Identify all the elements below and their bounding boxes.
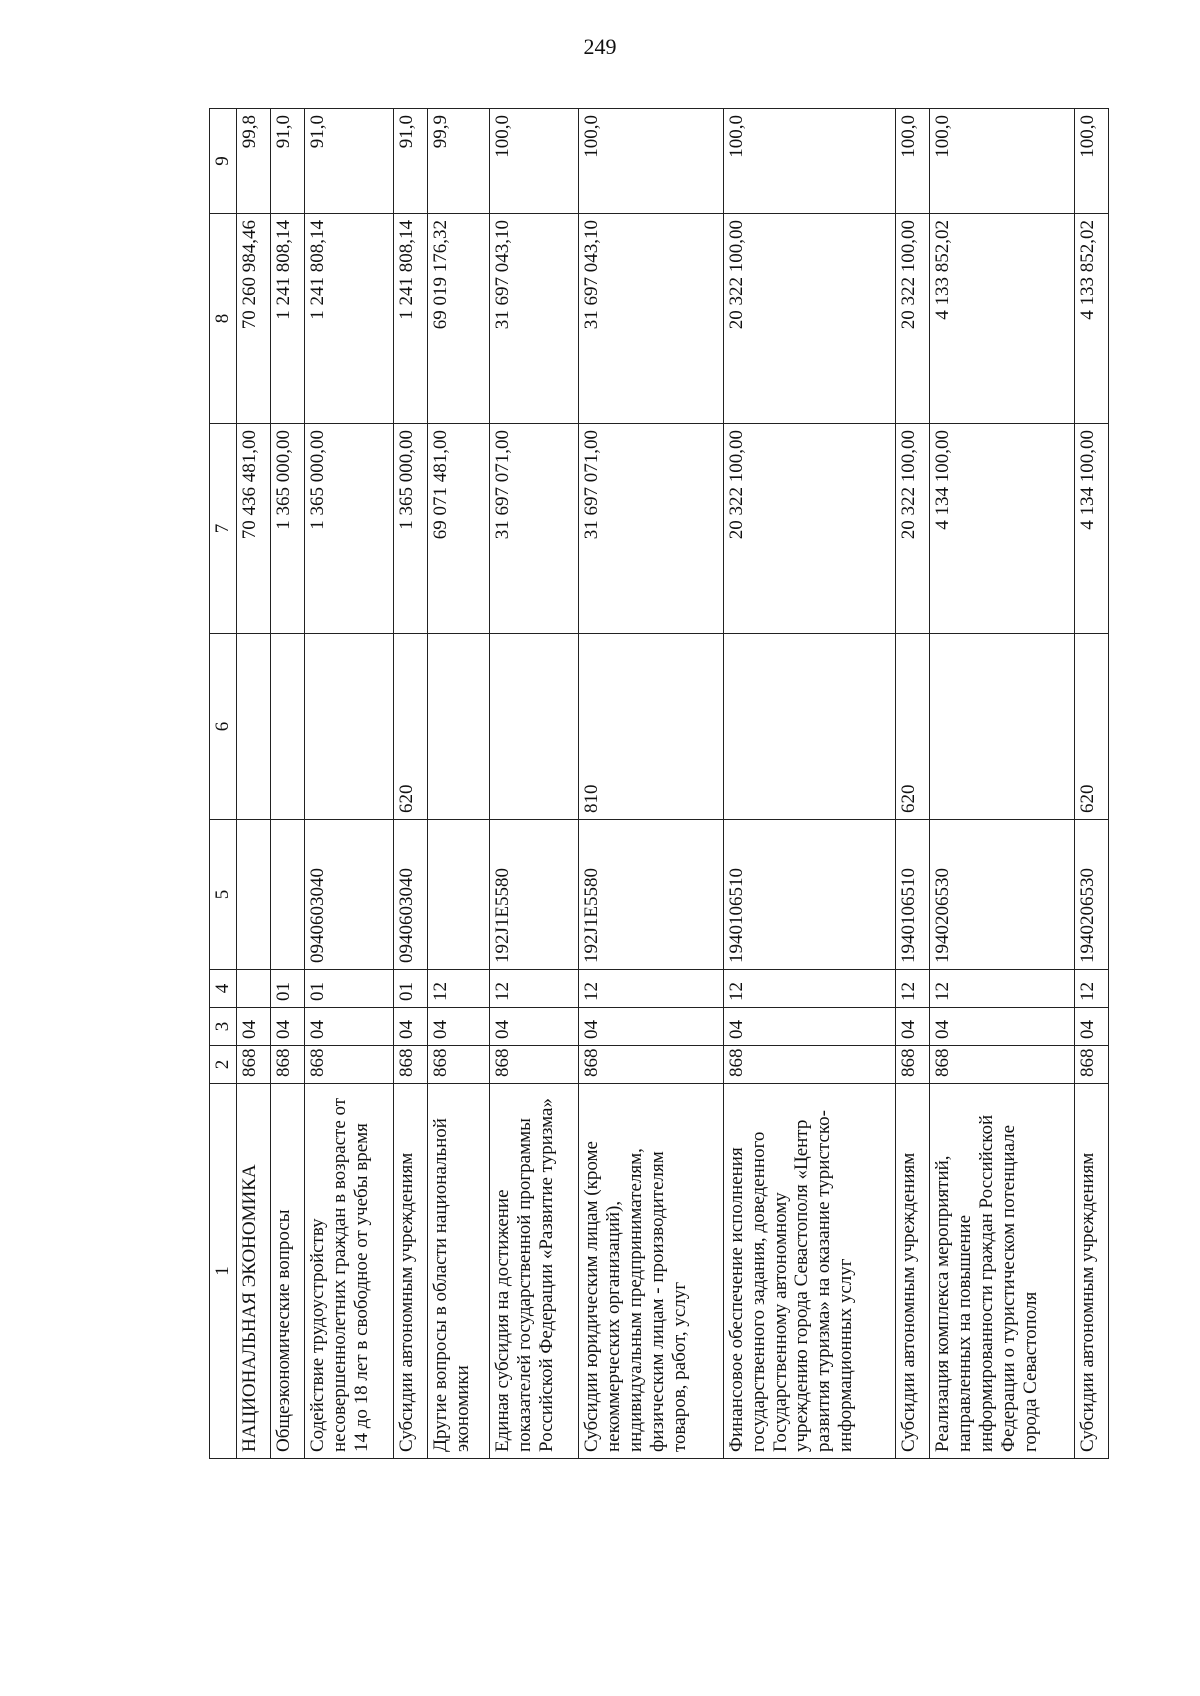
cell-name: Субсидии автономным учреждениям (1074, 1084, 1108, 1459)
cell-col7: 31 697 071,00 (489, 424, 578, 634)
column-header: 8 (210, 214, 237, 424)
column-header: 9 (210, 109, 237, 214)
cell-col6: 620 (896, 634, 930, 820)
cell-col5 (270, 820, 304, 970)
cell-col5: 1940106510 (896, 820, 930, 970)
cell-col9: 100,0 (723, 109, 895, 214)
table-row (304, 109, 393, 1459)
cell-col3: 04 (237, 1008, 271, 1046)
cell-col7: 69 071 481,00 (428, 424, 490, 634)
cell-col6 (237, 634, 271, 820)
budget-table (209, 108, 1109, 1459)
cell-col8: 69 019 176,32 (428, 214, 490, 424)
cell-col6 (270, 634, 304, 820)
cell-col3: 04 (579, 1008, 724, 1046)
cell-col8: 4 133 852,02 (930, 214, 1075, 424)
cell-col8: 1 241 808,14 (304, 214, 393, 424)
cell-col5: 192J1E5580 (579, 820, 724, 970)
cell-col2: 868 (489, 1046, 578, 1084)
cell-col7: 1 365 000,00 (304, 424, 393, 634)
cell-col2: 868 (304, 1046, 393, 1084)
cell-col5: 1940206530 (930, 820, 1075, 970)
cell-col5 (428, 820, 490, 970)
cell-col7: 4 134 100,00 (1074, 424, 1108, 634)
cell-col4: 12 (428, 970, 490, 1008)
cell-col8: 31 697 043,10 (579, 214, 724, 424)
cell-col9: 100,0 (579, 109, 724, 214)
cell-col6 (930, 634, 1075, 820)
column-header: 4 (210, 970, 237, 1008)
cell-col5: 1940106510 (723, 820, 895, 970)
table-row (394, 109, 428, 1459)
cell-col3: 04 (930, 1008, 1075, 1046)
column-header: 5 (210, 820, 237, 970)
table-row (428, 109, 490, 1459)
table-row (270, 109, 304, 1459)
cell-col2: 868 (237, 1046, 271, 1084)
table-row (930, 109, 1075, 1459)
cell-col6: 810 (579, 634, 724, 820)
column-header: 6 (210, 634, 237, 820)
cell-name: Реализация комплекса мероприятий, направленных на повышение информированности граждан Российской Федерации о туристическом потенциале города Севастополя (930, 1084, 1075, 1459)
budget-table-rotated (209, 109, 1109, 1459)
cell-col9: 99,9 (428, 109, 490, 214)
cell-col9: 100,0 (896, 109, 930, 214)
cell-col8: 4 133 852,02 (1074, 214, 1108, 424)
column-header: 1 (210, 1084, 237, 1459)
table-row (896, 109, 930, 1459)
cell-col3: 04 (394, 1008, 428, 1046)
cell-col9: 99,8 (237, 109, 271, 214)
cell-name: Финансовое обеспечение исполнения государственного задания, доведенного Государственному автономному учреждению города Севастополя «Центр развития туризма» на оказание туристско-информационных услуг (723, 1084, 895, 1459)
cell-col8: 70 260 984,46 (237, 214, 271, 424)
cell-col2: 868 (723, 1046, 895, 1084)
cell-col9: 100,0 (489, 109, 578, 214)
table-row (237, 109, 271, 1459)
cell-col8: 20 322 100,00 (723, 214, 895, 424)
cell-col9: 91,0 (304, 109, 393, 214)
column-header: 7 (210, 424, 237, 634)
cell-col4: 12 (723, 970, 895, 1008)
cell-name: Общеэкономические вопросы (270, 1084, 304, 1459)
cell-col5: 0940603040 (394, 820, 428, 970)
cell-col7: 70 436 481,00 (237, 424, 271, 634)
cell-col9: 100,0 (1074, 109, 1108, 214)
cell-col9: 91,0 (394, 109, 428, 214)
cell-col3: 04 (428, 1008, 490, 1046)
cell-col7: 31 697 071,00 (579, 424, 724, 634)
table-row (579, 109, 724, 1459)
cell-col2: 868 (930, 1046, 1075, 1084)
cell-col2: 868 (270, 1046, 304, 1084)
cell-col5 (237, 820, 271, 970)
cell-col4: 12 (930, 970, 1075, 1008)
cell-col3: 04 (304, 1008, 393, 1046)
cell-col6: 620 (1074, 634, 1108, 820)
column-header: 3 (210, 1008, 237, 1046)
cell-name: Содействие трудоустройству несовершеннолетних граждан в возрасте от 14 до 18 лет в свободное от учебы время (304, 1084, 393, 1459)
cell-name: Субсидии автономным учреждениям (394, 1084, 428, 1459)
cell-col6 (723, 634, 895, 820)
table-header-row (210, 109, 237, 1459)
cell-col2: 868 (428, 1046, 490, 1084)
cell-name: Другие вопросы в области национальной экономики (428, 1084, 490, 1459)
cell-name: Субсидии юридическим лицам (кроме некоммерческих организаций), индивидуальным предпринимателям, физическим лицам - производителям товаров, работ, услуг (579, 1084, 724, 1459)
column-header: 2 (210, 1046, 237, 1084)
cell-col8: 20 322 100,00 (896, 214, 930, 424)
cell-col4: 12 (489, 970, 578, 1008)
cell-col3: 04 (723, 1008, 895, 1046)
cell-col6: 620 (394, 634, 428, 820)
cell-col9: 100,0 (930, 109, 1075, 214)
cell-col4 (237, 970, 271, 1008)
cell-col5: 192J1E5580 (489, 820, 578, 970)
cell-col2: 868 (896, 1046, 930, 1084)
cell-col3: 04 (489, 1008, 578, 1046)
page-number: 249 (583, 34, 617, 59)
cell-col3: 04 (1074, 1008, 1108, 1046)
cell-col2: 868 (394, 1046, 428, 1084)
cell-name: НАЦИОНАЛЬНАЯ ЭКОНОМИКА (237, 1084, 271, 1459)
cell-name: Субсидии автономным учреждениям (896, 1084, 930, 1459)
cell-col4: 01 (270, 970, 304, 1008)
cell-col7: 1 365 000,00 (270, 424, 304, 634)
cell-col5: 0940603040 (304, 820, 393, 970)
cell-col8: 1 241 808,14 (394, 214, 428, 424)
table-row (723, 109, 895, 1459)
cell-col8: 1 241 808,14 (270, 214, 304, 424)
cell-col9: 91,0 (270, 109, 304, 214)
cell-col5: 1940206530 (1074, 820, 1108, 970)
cell-col6 (428, 634, 490, 820)
cell-col4: 12 (896, 970, 930, 1008)
cell-col4: 01 (394, 970, 428, 1008)
cell-col3: 04 (896, 1008, 930, 1046)
cell-col4: 12 (579, 970, 724, 1008)
cell-col7: 4 134 100,00 (930, 424, 1075, 634)
table-row (489, 109, 578, 1459)
cell-col6 (489, 634, 578, 820)
cell-col4: 12 (1074, 970, 1108, 1008)
cell-col2: 868 (1074, 1046, 1108, 1084)
cell-col7: 1 365 000,00 (394, 424, 428, 634)
cell-col3: 04 (270, 1008, 304, 1046)
cell-name: Единая субсидия на достижение показателей государственной программы Российской Федерации «Развитие туризма» (489, 1084, 578, 1459)
cell-col2: 868 (579, 1046, 724, 1084)
table-row (1074, 109, 1108, 1459)
cell-col4: 01 (304, 970, 393, 1008)
cell-col7: 20 322 100,00 (896, 424, 930, 634)
cell-col7: 20 322 100,00 (723, 424, 895, 634)
cell-col6 (304, 634, 393, 820)
cell-col8: 31 697 043,10 (489, 214, 578, 424)
